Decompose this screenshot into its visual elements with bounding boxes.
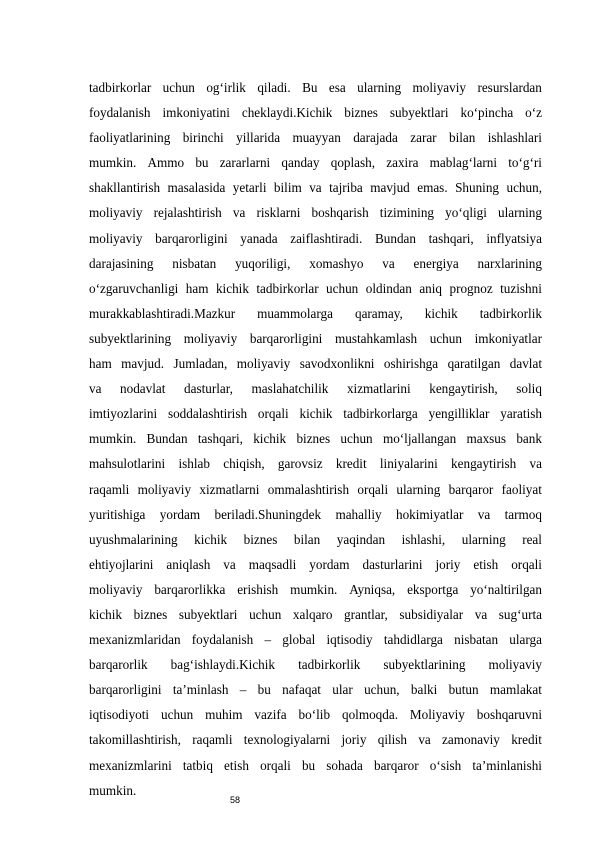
text-line — [89, 753, 542, 778]
word: biznes — [133, 606, 168, 622]
word: texnologiyalarni — [243, 732, 331, 748]
word: kichik — [194, 531, 228, 547]
word: butun — [448, 682, 479, 698]
word: ularning — [357, 80, 402, 95]
word: va — [477, 506, 491, 522]
word: va — [474, 606, 488, 622]
word: iqtisodiyoti — [89, 707, 150, 723]
word: subyektlari — [389, 105, 449, 121]
word: bu — [257, 682, 271, 698]
word: moliyaviy — [183, 330, 238, 346]
word: yo‘naltirilgan — [470, 581, 542, 597]
word: yillarida — [236, 130, 281, 146]
word: tadbirkorlarga — [343, 406, 418, 422]
word: zamonaviy — [442, 732, 500, 748]
word: ishlab — [178, 456, 210, 472]
word: orqali — [511, 556, 542, 572]
word: ta’minlash — [172, 682, 229, 698]
word: barqarorligini — [89, 682, 162, 698]
text-line — [89, 351, 542, 376]
word: raqamli — [89, 481, 130, 497]
word: moliyaviy — [412, 80, 467, 95]
word: hokimiyatlar — [395, 506, 464, 522]
word: Bu — [302, 80, 318, 95]
word: yuqoriligi, — [235, 255, 291, 271]
word: erishish — [237, 581, 279, 597]
word: moliyaviy — [89, 581, 143, 597]
word: bo‘lib — [298, 707, 331, 723]
word: barqaror — [373, 757, 419, 773]
word: xomashyo — [309, 255, 364, 271]
word: Ammo — [147, 155, 185, 171]
word: mahalliy — [335, 506, 382, 522]
word: Ayniqsa, — [349, 581, 396, 597]
word: Bundan — [146, 431, 188, 447]
word: etish — [473, 556, 499, 572]
word: ularning — [461, 531, 506, 547]
word: va — [232, 205, 246, 221]
word: ishlashlari — [487, 130, 542, 146]
word: yetarli — [232, 180, 267, 196]
word: kredit — [335, 456, 367, 472]
word: resurslardan — [477, 80, 542, 95]
body-paragraph — [89, 75, 542, 803]
word: barqaror — [448, 481, 494, 497]
word: tizimining — [379, 205, 435, 221]
word: mumkin. — [290, 581, 338, 597]
word: uchun — [161, 707, 194, 723]
word: subyektlarining — [89, 330, 172, 346]
word: kichik — [215, 280, 249, 296]
word: subyektlari — [178, 606, 238, 622]
word: liniyalarini — [379, 456, 438, 472]
word: garovsiz — [277, 456, 323, 472]
word: cheklaydi.Kichik — [241, 105, 333, 121]
word: raqamli — [192, 732, 233, 748]
word: orqali — [257, 406, 289, 422]
word: mamlakat — [489, 682, 542, 698]
word: masalasida — [167, 180, 226, 196]
word: xalqaro — [292, 606, 333, 622]
word: dasturlar, — [184, 381, 233, 397]
word: tatbiq — [182, 757, 213, 773]
word: mahsulotlarini — [89, 456, 166, 472]
word: yengilliklar — [428, 406, 490, 422]
word: qolmoqda. — [341, 707, 399, 723]
word: kengaytirish, — [429, 381, 498, 397]
text-line — [89, 75, 542, 100]
word: orqali — [260, 757, 291, 773]
word: tadbirkorlik — [479, 305, 542, 321]
word: qoplash, — [330, 155, 376, 171]
word: uyushmalarining — [89, 531, 178, 547]
word: kengaytirish — [451, 456, 517, 472]
word: joriy — [341, 732, 367, 748]
word: takomillashtirish, — [89, 732, 181, 748]
word: shakllantirish — [89, 180, 161, 196]
text-line — [89, 200, 542, 225]
word: qiladi. — [257, 80, 291, 95]
word: zararlarni — [219, 155, 271, 171]
word: biznes — [243, 531, 278, 547]
word: va — [382, 255, 395, 271]
word: uchun, — [364, 682, 400, 698]
word: mexanizmlaridan — [89, 632, 181, 648]
text-line — [89, 527, 542, 552]
word: mumkin. — [89, 782, 137, 798]
word: biznes — [296, 431, 331, 447]
text-line — [89, 677, 542, 702]
word: moliyaviy — [89, 230, 143, 246]
word: davlat — [509, 356, 542, 372]
word: tadbirkorlar — [256, 280, 319, 296]
word: tuzishni — [500, 280, 542, 296]
text-line — [89, 577, 542, 602]
word: emas. — [417, 180, 448, 196]
text-line — [89, 451, 542, 476]
word: tajriba — [329, 180, 363, 196]
word: maqsadli — [248, 556, 297, 572]
text-line — [89, 150, 542, 175]
word: iqtisodiy — [326, 632, 373, 648]
word: soddalashtirish — [167, 406, 248, 422]
text-line — [89, 727, 542, 752]
word: va — [89, 381, 102, 397]
word: ham — [89, 356, 112, 372]
word: etish — [224, 757, 249, 773]
word: darajada — [353, 130, 398, 146]
word: to‘g‘ri — [508, 155, 542, 171]
word: beriladi.Shuningdek — [214, 506, 322, 522]
word: sug‘urta — [498, 606, 542, 622]
word: xizmatlarni — [199, 481, 260, 497]
word: nisbatan — [172, 255, 217, 271]
word: ta’minlanishi — [472, 757, 542, 773]
word: muammolarga — [257, 305, 334, 321]
word: soliq — [516, 381, 542, 397]
word: imkoniyatini — [162, 105, 230, 121]
word: – — [264, 632, 272, 648]
word: moliyaviy — [488, 657, 542, 673]
word: savodxonlikni — [299, 356, 375, 372]
word: maxsus — [466, 431, 507, 447]
word: tadbirkorlar — [89, 80, 152, 95]
page-number: 58 — [230, 795, 241, 805]
word: chiqish, — [223, 456, 265, 472]
word: prognoz — [449, 280, 493, 296]
word: biznes — [344, 105, 378, 121]
word: bilan — [448, 130, 476, 146]
word: narxlarining — [477, 255, 542, 271]
word: real — [522, 531, 542, 547]
word: global — [282, 632, 316, 648]
word: mo‘ljallangan — [382, 431, 457, 447]
text-line — [89, 426, 542, 451]
word: nodavlat — [120, 381, 166, 397]
word: bag‘ishlaydi.Kichik — [170, 657, 276, 673]
word: va — [529, 456, 542, 472]
word: ko‘pincha — [460, 105, 514, 121]
text-line — [89, 326, 542, 351]
word: oldindan — [365, 280, 412, 296]
word: nisbatan — [454, 632, 499, 648]
word: ular — [332, 682, 353, 698]
word: inflyatsiya — [486, 230, 542, 246]
text-line — [89, 376, 542, 401]
word: o‘z — [525, 105, 542, 121]
word: aniqlash — [166, 556, 211, 572]
word: energiya — [413, 255, 459, 271]
word: mexanizmlarini — [89, 757, 172, 773]
word: barqarorligini — [249, 330, 323, 346]
word: kredit — [511, 732, 542, 748]
word: foydalanish — [89, 105, 151, 121]
word: eksportga — [407, 581, 459, 597]
text-line — [89, 552, 542, 577]
word: imkoniyatlar — [474, 330, 542, 346]
word: Jumladan, — [173, 356, 228, 372]
text-line — [89, 602, 542, 627]
word: kichik — [299, 406, 333, 422]
text-line — [89, 778, 542, 803]
word: rejalashtirish — [153, 205, 222, 221]
word: tahdidlarga — [383, 632, 443, 648]
word: o‘sish — [429, 757, 462, 773]
word: bilan — [293, 531, 321, 547]
word: ommalashtirish — [267, 481, 350, 497]
word: subyektlarining — [383, 657, 466, 673]
word: bu — [301, 757, 316, 773]
text-line — [89, 226, 542, 251]
word: kichik — [424, 305, 458, 321]
word: sohada — [326, 757, 363, 773]
word: faoliyat — [501, 481, 542, 497]
word: og‘irlik — [206, 80, 246, 95]
word: foydalanish — [191, 632, 254, 648]
word: va — [223, 556, 236, 572]
word: barqarorligini — [155, 230, 228, 246]
word: boshqarish — [311, 205, 369, 221]
word: murakkablashtiradi.Mazkur — [89, 305, 236, 321]
word: zarar — [410, 130, 437, 146]
word: qaramay, — [354, 305, 403, 321]
word: uchun — [249, 606, 282, 622]
word: oshirishga — [383, 356, 439, 372]
text-line — [89, 627, 542, 652]
word: Shuning — [455, 180, 500, 196]
word: kichik — [253, 431, 287, 447]
text-line — [89, 702, 542, 727]
word: yanada — [240, 230, 278, 246]
word: qaratilgan — [447, 356, 501, 372]
word: va — [309, 180, 322, 196]
word: ehtiyojlarini — [89, 556, 154, 572]
word: boshqaruvni — [476, 707, 542, 723]
word: yaqindan — [336, 531, 386, 547]
word: ularga — [509, 632, 542, 648]
text-line — [89, 276, 542, 301]
word: esa — [328, 80, 346, 95]
word: Bundan — [374, 230, 417, 246]
word: balki — [410, 682, 438, 698]
word: darajasining — [89, 255, 154, 271]
word: Moliyaviy — [409, 707, 465, 723]
word: mablag‘larni — [429, 155, 498, 171]
word: joriy — [435, 556, 461, 572]
word: kichik — [89, 606, 122, 622]
word: bu — [195, 155, 209, 171]
word: moliyaviy — [89, 205, 143, 221]
word: moliyaviy — [236, 356, 291, 372]
word: mustahkamlash — [335, 330, 418, 346]
word: yo‘qligi — [445, 205, 487, 221]
word: ishlashi, — [401, 531, 446, 547]
word: yordam — [159, 506, 201, 522]
text-line — [89, 175, 542, 200]
word: dasturlarini — [362, 556, 423, 572]
word: tadbirkorlik — [298, 657, 361, 673]
word: yaratish — [500, 406, 542, 422]
word: ularning — [396, 481, 441, 497]
word: uchun, — [506, 180, 542, 196]
word: ularning — [498, 205, 542, 221]
word: imtiyozlarini — [89, 406, 158, 422]
word: tashqari, — [428, 230, 474, 246]
word: grantlar, — [344, 606, 388, 622]
word: uchun — [326, 280, 359, 296]
word: muayyan — [292, 130, 341, 146]
word: faoliyatlarining — [89, 130, 171, 146]
word: qanday — [281, 155, 320, 171]
word: muhim — [205, 707, 243, 723]
word: zaiflashtiradi. — [290, 230, 363, 246]
text-line — [89, 251, 542, 276]
text-line — [89, 477, 542, 502]
text-line — [89, 401, 542, 426]
word: zaxira — [386, 155, 419, 171]
word: bilim — [273, 180, 302, 196]
word: – — [239, 682, 247, 698]
word: vazifa — [254, 707, 287, 723]
text-line — [89, 652, 542, 677]
word: subsidiyalar — [399, 606, 464, 622]
word: mavjud. — [121, 356, 165, 372]
word: nafaqat — [282, 682, 321, 698]
word: bank — [516, 431, 542, 447]
word: uchun — [162, 80, 195, 95]
word: orqali — [357, 481, 389, 497]
word: tarmoq — [504, 506, 542, 522]
word: barqarorlik — [89, 657, 148, 673]
word: o‘zgaruvchanligi — [89, 280, 179, 296]
word: birinchi — [182, 130, 224, 146]
word: qilish — [377, 732, 408, 748]
word: tashqari, — [197, 431, 243, 447]
word: maslahatchilik — [251, 381, 329, 397]
word: uchun — [429, 330, 462, 346]
word: xizmatlarini — [346, 381, 411, 397]
word: mumkin. — [89, 431, 137, 447]
word: uchun — [340, 431, 373, 447]
word: barqarorlikka — [154, 581, 226, 597]
word: yordam — [309, 556, 350, 572]
word: va — [418, 732, 431, 748]
word: moliyaviy — [137, 481, 192, 497]
word: mumkin. — [89, 155, 137, 171]
word: mavjud — [370, 180, 410, 196]
word: aniq — [419, 280, 443, 296]
word: ham — [185, 280, 209, 296]
word: yuritishiga — [89, 506, 146, 522]
word: risklarni — [256, 205, 301, 221]
text-line — [89, 125, 542, 150]
text-line — [89, 502, 542, 527]
text-line — [89, 301, 542, 326]
text-line — [89, 100, 542, 125]
